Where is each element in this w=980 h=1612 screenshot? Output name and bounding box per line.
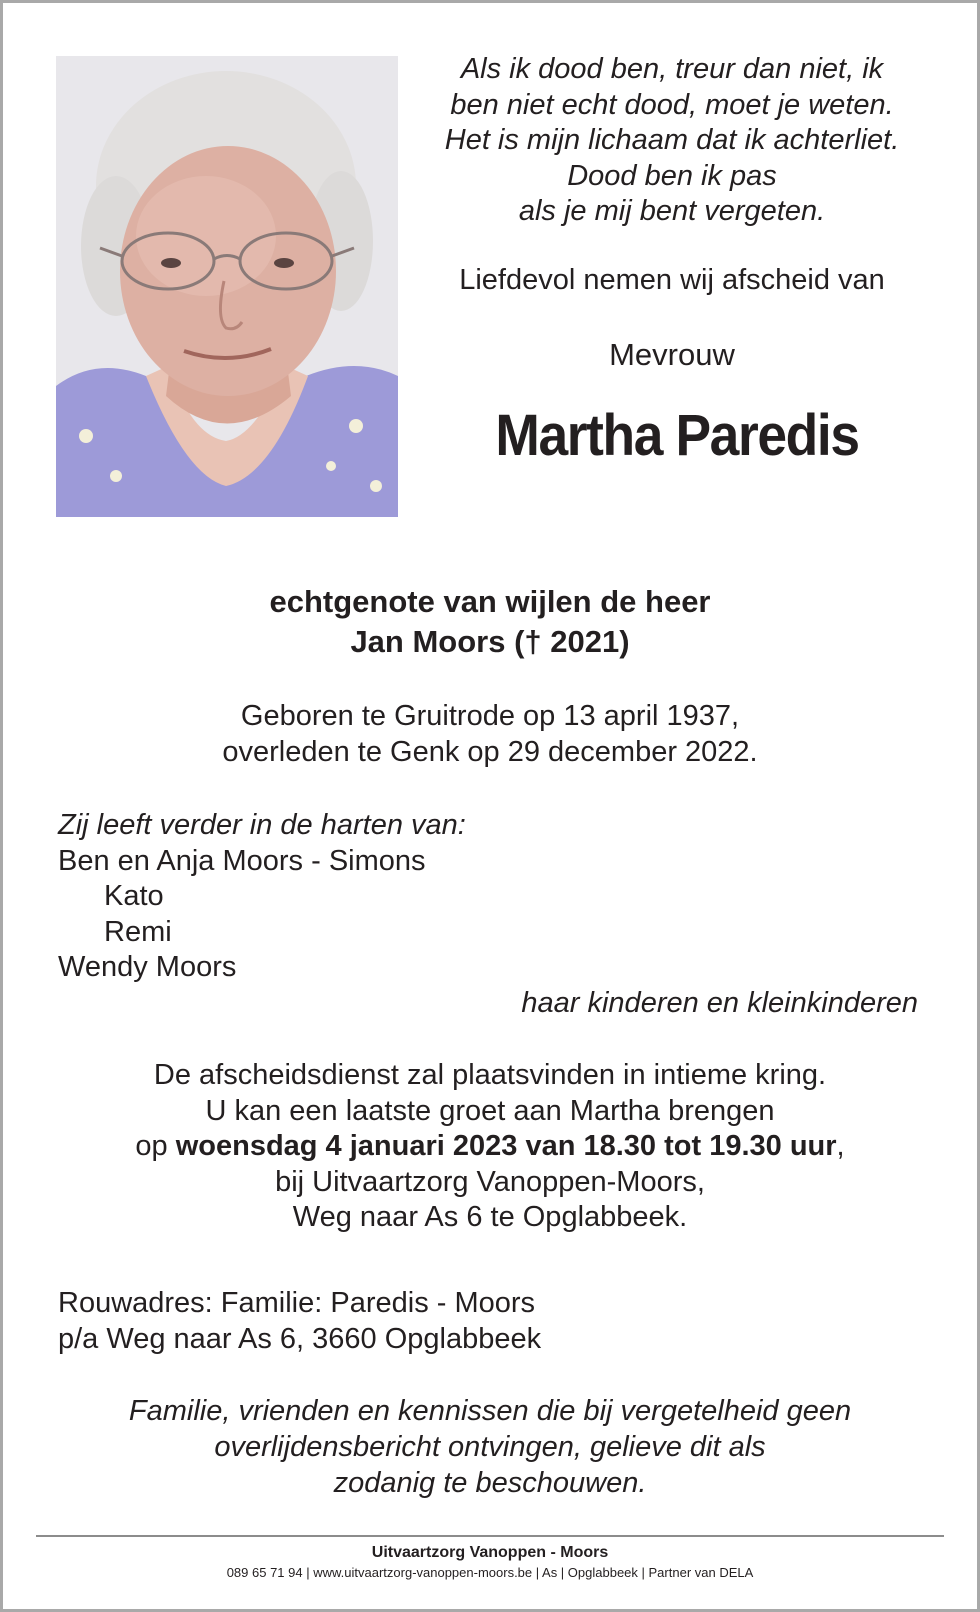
footer-company-name: Uitvaartzorg Vanoppen - Moors xyxy=(371,1544,609,1561)
farewell-intro: Liefdevol nemen wij afscheid van xyxy=(459,264,885,296)
spouse-info xyxy=(0,582,980,662)
service-line-4: bij Uitvaartzorg Vanoppen-Moors, xyxy=(275,1165,705,1198)
service-date-prefix: op xyxy=(135,1130,176,1162)
mourning-address xyxy=(58,1286,938,1357)
poem xyxy=(412,52,932,230)
life-dates xyxy=(0,698,980,770)
spouse-line-1: echtgenote van wijlen de heer xyxy=(269,584,711,619)
poem-line: Als ik dood ben, treur dan niet, ik xyxy=(460,53,884,85)
poem-line: Dood ben ik pas xyxy=(567,159,777,192)
footer-contact-info: 089 65 71 94 | www.uitvaartzorg-vanoppen-moors.be | As | Opglabbeek | Partner van DELA xyxy=(226,1565,754,1580)
service-info xyxy=(0,1058,980,1236)
notice-line: Familie, vrienden en kennissen die bij vergetelheid geen xyxy=(128,1395,852,1427)
service-date: woensdag 4 januari 2023 van 18.30 tot 19.30 uur xyxy=(175,1130,837,1162)
family-member: Ben en Anja Moors - Simons xyxy=(58,844,426,877)
death-line: overleden te Genk op 29 december 2022. xyxy=(222,736,758,768)
service-line-1: De afscheidsdienst zal plaatsvinden in intieme kring. xyxy=(153,1059,827,1091)
family-section xyxy=(58,808,938,1021)
notice-line: zodanig te beschouwen. xyxy=(333,1467,647,1499)
spouse-line-2: Jan Moors († 2021) xyxy=(350,624,630,659)
closing-notice xyxy=(0,1393,980,1501)
portrait-illustration xyxy=(56,56,398,517)
deceased-name: Martha Paredis xyxy=(495,403,859,468)
family-heading: Zij leeft verder in de harten van: xyxy=(58,809,466,841)
service-line-5: Weg naar As 6 te Opglabbeek. xyxy=(292,1201,688,1233)
address-line-2: p/a Weg naar As 6, 3660 Opglabbeek xyxy=(58,1322,542,1355)
footer-divider xyxy=(36,1535,944,1537)
portrait-photo xyxy=(56,56,398,517)
service-date-suffix: , xyxy=(836,1130,845,1162)
family-member: Wendy Moors xyxy=(58,951,237,983)
service-line-2: U kan een laatste groet aan Martha brengen xyxy=(205,1094,775,1127)
family-relation: haar kinderen en kleinkinderen xyxy=(521,986,918,1019)
poem-line: als je mij bent vergeten. xyxy=(518,195,826,227)
family-member: Kato xyxy=(104,880,164,912)
family-member: Remi xyxy=(104,915,172,948)
salutation: Mevrouw xyxy=(609,337,735,372)
poem-line: Het is mijn lichaam dat ik achterliet. xyxy=(444,124,900,156)
birth-line: Geboren te Gruitrode op 13 april 1937, xyxy=(240,700,740,732)
address-line-1: Rouwadres: Familie: Paredis - Moors xyxy=(58,1287,536,1319)
service-line-3 xyxy=(0,1129,980,1165)
poem-line: ben niet echt dood, moet je weten. xyxy=(450,88,894,121)
notice-line: overlijdensbericht ontvingen, gelieve dit als xyxy=(214,1431,766,1463)
